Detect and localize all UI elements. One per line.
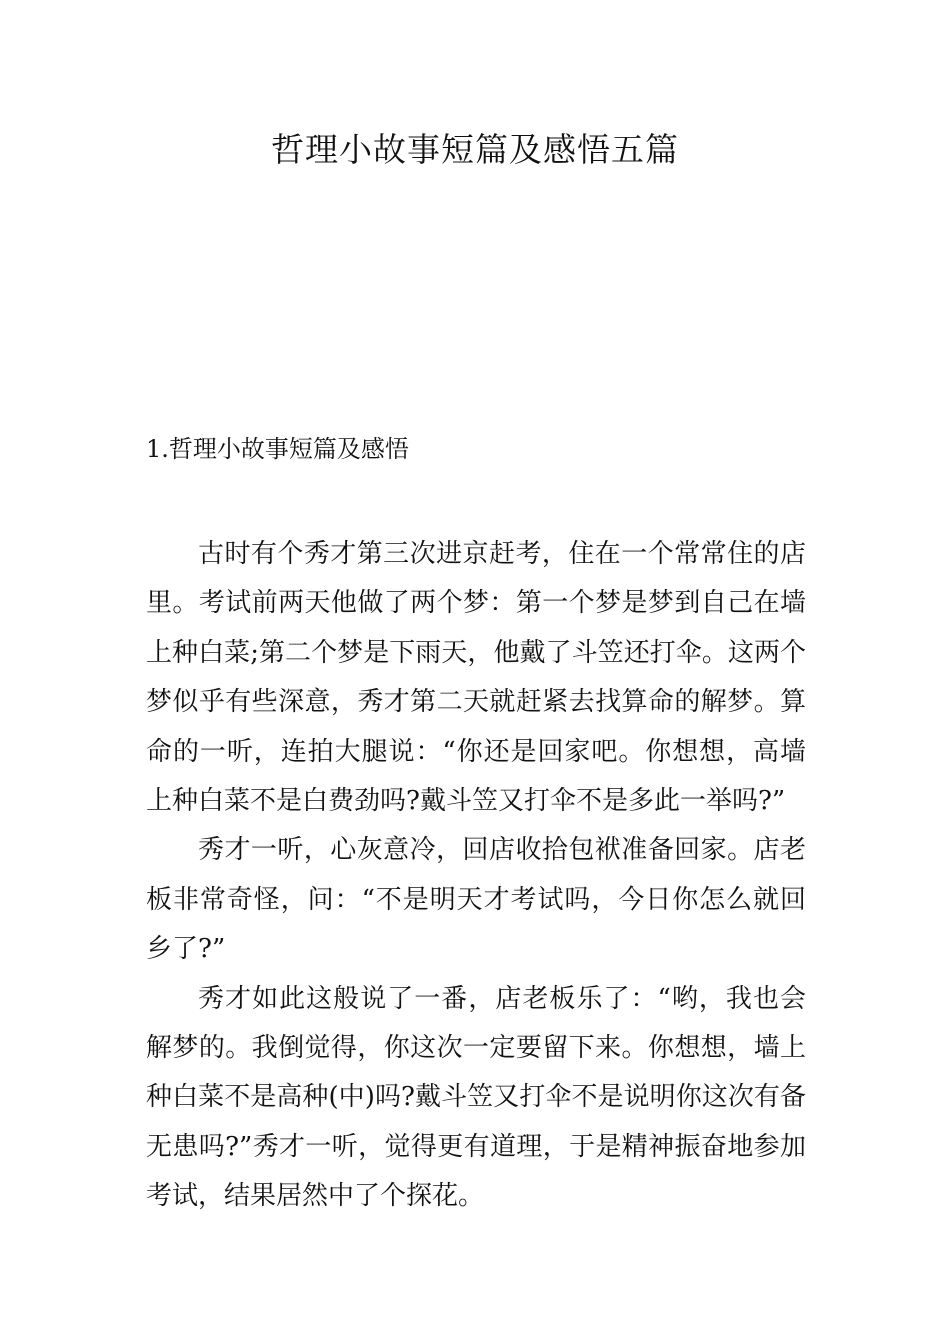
- story-paragraph: 古时有个秀才第三次进京赶考，住在一个常常住的店里。考试前两天他做了两个梦：第一个梦是梦到自己在墙上种白菜;第二个梦是下雨天，他戴了斗笠还打伞。这两个梦似乎有些深意，秀才第二天就赶紧去找算命的解梦。算命的一听，连拍大腿说：“你还是回家吧。你想想，高墙上种白菜不是白费劲吗?戴斗笠又打伞不是多此一举吗?”: [146, 539, 806, 817]
- story-paragraph: 秀才一听，心灰意冷，回店收拾包袱准备回家。店老板非常奇怪，问：“不是明天才考试吗，今日你怎么就回乡了?”: [146, 835, 806, 965]
- section-heading: 1.哲理小故事短篇及感悟: [146, 435, 409, 463]
- story-paragraph: 秀才如此这般说了一番，店老板乐了：“哟，我也会解梦的。我倒觉得，你这次一定要留下来。你想想，墙上种白菜不是高种(中)吗?戴斗笠又打伞不是说明你这次有备无患吗?”秀才一听，觉得更有道理，于是精神振奋地参加考试，结果居然中了个探花。: [146, 983, 806, 1212]
- story-body: [146, 530, 806, 1222]
- page-title: 哲理小故事短篇及感悟五篇: [271, 130, 679, 169]
